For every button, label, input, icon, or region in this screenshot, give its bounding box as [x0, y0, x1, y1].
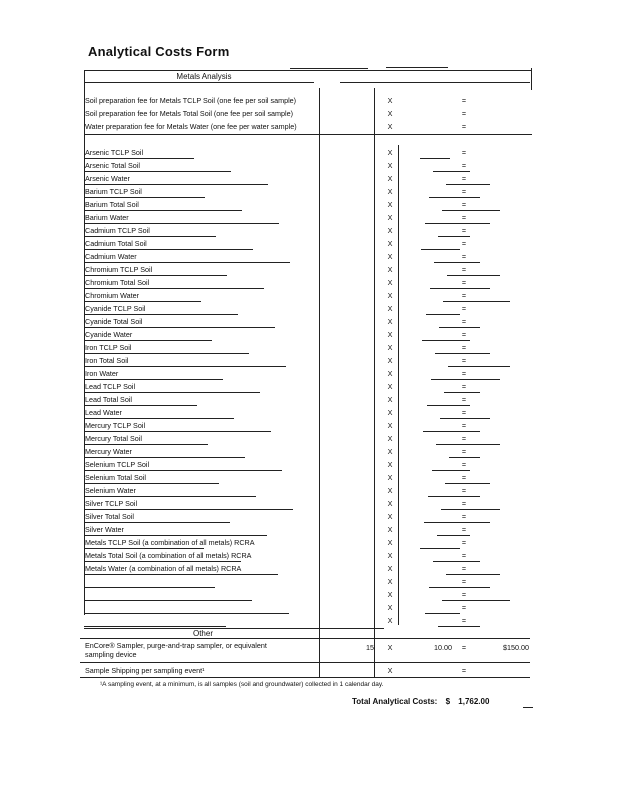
- row-label: Arsenic TCLP Soil: [85, 148, 144, 157]
- row-label: Cyanide Water: [85, 330, 133, 339]
- equals-sign: =: [461, 96, 467, 105]
- row-label: Soil preparation fee for Metals Total Soil (one fee per soil sample): [85, 109, 294, 118]
- row-label: [85, 641, 267, 659]
- grand-total-currency: $: [445, 697, 451, 706]
- row-separator: [80, 677, 530, 678]
- equals-sign: =: [461, 213, 467, 222]
- row-label: Silver Total Soil: [85, 512, 135, 521]
- equals-sign: =: [461, 564, 467, 573]
- form-title: Analytical Costs Form: [88, 44, 230, 59]
- row-label: Silver Water: [85, 525, 124, 534]
- row-label: Chromium Total Soil: [85, 278, 150, 287]
- header-underline: [84, 82, 314, 83]
- multiply-sign: X: [387, 343, 393, 352]
- row-label: Selenium Water: [85, 486, 136, 495]
- multiply-sign: X: [387, 356, 393, 365]
- equals-sign: =: [461, 291, 467, 300]
- other-row-shipping: [80, 664, 530, 677]
- multiply-sign: X: [387, 382, 393, 391]
- row-label: Arsenic Water: [85, 174, 130, 183]
- equals-sign: =: [461, 643, 467, 652]
- equals-sign: =: [461, 421, 467, 430]
- equals-sign: =: [461, 161, 467, 170]
- row-label: Mercury TCLP Soil: [85, 421, 146, 430]
- equals-sign: =: [461, 603, 467, 612]
- row-label: Cyanide TCLP Soil: [85, 304, 146, 313]
- equals-sign: =: [461, 304, 467, 313]
- equals-sign: =: [461, 148, 467, 157]
- equals-sign: =: [461, 226, 467, 235]
- multiply-sign: X: [387, 369, 393, 378]
- row-label: Cadmium TCLP Soil: [85, 226, 150, 235]
- multiply-sign: X: [387, 447, 393, 456]
- equals-sign: =: [461, 577, 467, 586]
- header-underline: [340, 82, 530, 83]
- multiply-sign: X: [387, 304, 393, 313]
- row-label: Metals TCLP Soil (a combination of all metals) RCRA: [85, 538, 255, 547]
- row-label: Iron TCLP Soil: [85, 343, 132, 352]
- multiply-sign: X: [387, 421, 393, 430]
- row-separator: [438, 626, 480, 627]
- row-label: Cadmium Water: [85, 252, 137, 261]
- equals-sign: =: [461, 278, 467, 287]
- row-label-line: EnCore® Sampler, purge-and-trap sampler, or equivalent: [85, 641, 267, 650]
- equals-sign: =: [461, 239, 467, 248]
- multiply-sign: X: [387, 330, 393, 339]
- multiply-sign: X: [387, 512, 393, 521]
- row-label: Chromium TCLP Soil: [85, 265, 153, 274]
- multiply-sign: X: [387, 239, 393, 248]
- row-label: Barium TCLP Soil: [85, 187, 142, 196]
- multiply-sign: X: [387, 278, 393, 287]
- scan-mark: [523, 707, 533, 708]
- equals-sign: =: [461, 122, 467, 131]
- grand-total-label: Total Analytical Costs:: [352, 697, 438, 706]
- multiply-sign: X: [387, 213, 393, 222]
- equals-sign: =: [461, 109, 467, 118]
- equals-sign: =: [461, 666, 467, 675]
- equals-sign: =: [461, 551, 467, 560]
- multiply-sign: X: [387, 473, 393, 482]
- multiply-sign: X: [387, 486, 393, 495]
- multiply-sign: X: [387, 161, 393, 170]
- line-total-value: $150.00: [503, 643, 529, 652]
- equals-sign: =: [461, 590, 467, 599]
- multiply-sign: X: [387, 109, 393, 118]
- multiply-sign: X: [387, 525, 393, 534]
- equals-sign: =: [461, 447, 467, 456]
- prep-row: [80, 94, 530, 107]
- row-label: Chromium Water: [85, 291, 140, 300]
- row-label: Iron Water: [85, 369, 119, 378]
- row-label-line: sampling device: [85, 650, 137, 659]
- equals-sign: =: [461, 525, 467, 534]
- multiply-sign: X: [387, 291, 393, 300]
- multiply-sign: X: [387, 551, 393, 560]
- multiply-sign: X: [387, 395, 393, 404]
- equals-sign: =: [461, 356, 467, 365]
- multiply-sign: X: [387, 643, 393, 652]
- header-line: [386, 67, 448, 68]
- row-label: Water preparation fee for Metals Water (one fee per water sample): [85, 122, 297, 131]
- multiply-sign: X: [387, 564, 393, 573]
- row-separator: [80, 662, 530, 663]
- equals-sign: =: [461, 460, 467, 469]
- row-label: Selenium TCLP Soil: [85, 460, 150, 469]
- row-label: Barium Water: [85, 213, 129, 222]
- row-label: Cadmium Total Soil: [85, 239, 147, 248]
- equals-sign: =: [461, 512, 467, 521]
- header-line: [290, 68, 368, 69]
- prep-row: [80, 120, 530, 133]
- equals-sign: =: [461, 473, 467, 482]
- equals-sign: =: [461, 330, 467, 339]
- row-label: Lead TCLP Soil: [85, 382, 136, 391]
- multiply-sign: X: [387, 187, 393, 196]
- row-label: Silver TCLP Soil: [85, 499, 138, 508]
- equals-sign: =: [461, 395, 467, 404]
- row-label: Metals Water (a combination of all metals) RCRA: [85, 564, 242, 573]
- row-label: Arsenic Total Soil: [85, 161, 140, 170]
- row-label: Mercury Total Soil: [85, 434, 142, 443]
- row-label: Lead Water: [85, 408, 122, 417]
- multiply-sign: X: [387, 603, 393, 612]
- row-separator: [84, 626, 226, 627]
- multiply-sign: X: [387, 434, 393, 443]
- multiply-sign: X: [387, 577, 393, 586]
- multiply-sign: X: [387, 265, 393, 274]
- multiply-sign: X: [387, 616, 393, 625]
- row-label: Cyanide Total Soil: [85, 317, 143, 326]
- multiply-sign: X: [387, 148, 393, 157]
- equals-sign: =: [461, 408, 467, 417]
- multiply-sign: X: [387, 460, 393, 469]
- equals-sign: =: [461, 382, 467, 391]
- row-label: Sample Shipping per sampling event¹: [85, 666, 205, 675]
- equals-sign: =: [461, 369, 467, 378]
- grand-total: [352, 697, 489, 706]
- equals-sign: =: [461, 434, 467, 443]
- multiply-sign: X: [387, 122, 393, 131]
- multiply-sign: X: [387, 499, 393, 508]
- row-label: Mercury Water: [85, 447, 132, 456]
- grand-total-amount: 1,762.00: [458, 697, 490, 706]
- multiply-sign: X: [387, 174, 393, 183]
- equals-sign: =: [461, 265, 467, 274]
- multiply-sign: X: [387, 590, 393, 599]
- row-separator: [80, 638, 530, 639]
- equals-sign: =: [461, 174, 467, 183]
- quantity-value: 15: [366, 643, 374, 652]
- multiply-sign: X: [387, 317, 393, 326]
- table-top-border: [84, 70, 532, 71]
- row-separator: [84, 134, 532, 135]
- other-row-encore: [80, 641, 530, 663]
- multiply-sign: X: [387, 538, 393, 547]
- equals-sign: =: [461, 343, 467, 352]
- equals-sign: =: [461, 538, 467, 547]
- row-label: Barium Total Soil: [85, 200, 139, 209]
- table-right-border: [531, 68, 532, 90]
- unit-cost-value: 10.00: [434, 643, 452, 652]
- row-label: Iron Total Soil: [85, 356, 129, 365]
- multiply-sign: X: [387, 408, 393, 417]
- metals-analysis-header: Metals Analysis: [176, 72, 232, 81]
- other-header: Other: [192, 629, 213, 638]
- equals-sign: =: [461, 317, 467, 326]
- equals-sign: =: [461, 187, 467, 196]
- multiply-sign: X: [387, 226, 393, 235]
- equals-sign: =: [461, 486, 467, 495]
- equals-sign: =: [461, 200, 467, 209]
- row-label: Soil preparation fee for Metals TCLP Soil (one fee per soil sample): [85, 96, 297, 105]
- multiply-sign: X: [387, 200, 393, 209]
- prep-row: [80, 107, 530, 120]
- equals-sign: =: [461, 252, 467, 261]
- multiply-sign: X: [387, 252, 393, 261]
- row-label: Selenium Total Soil: [85, 473, 146, 482]
- footnote: ¹A sampling event, at a minimum, is all samples (soil and groundwater) collected in 1 calendar day.: [100, 681, 384, 688]
- equals-sign: =: [461, 616, 467, 625]
- multiply-sign: X: [387, 96, 393, 105]
- multiply-sign: X: [387, 666, 393, 675]
- equals-sign: =: [461, 499, 467, 508]
- row-label: Metals Total Soil (a combination of all metals) RCRA: [85, 551, 252, 560]
- row-label: Lead Total Soil: [85, 395, 133, 404]
